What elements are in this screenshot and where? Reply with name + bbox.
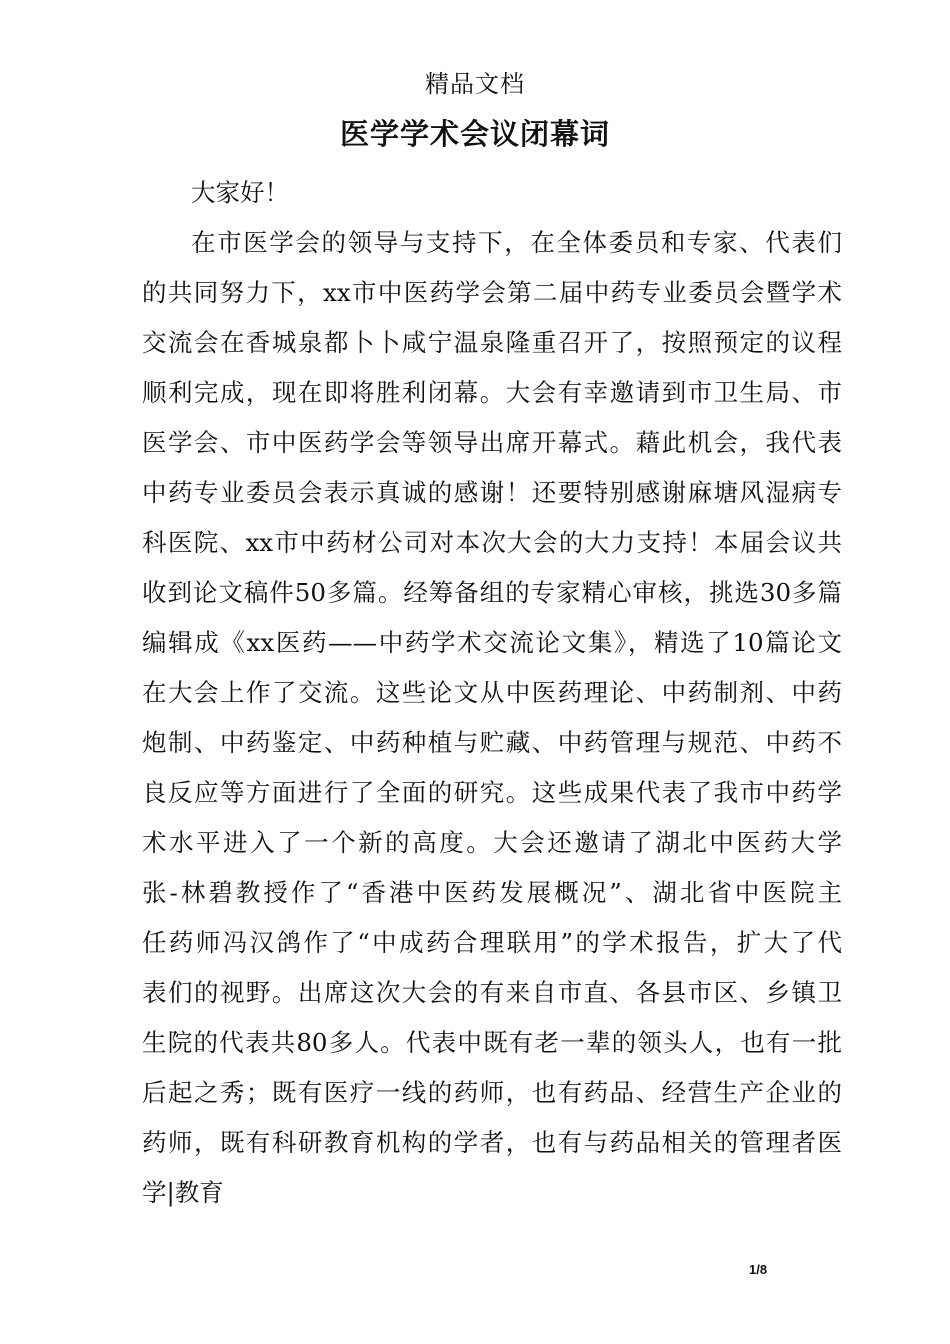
paragraph-line: 中药专业委员会表示真诚的感谢！还要特别感谢麻塘风湿病专 (142, 478, 842, 507)
paragraph-line: 医学会、市中医药学会等领导出席开幕式。藉此机会，我代表 (142, 428, 842, 457)
paragraph-line: 张-林碧教授作了“香港中医药发展概况”、湖北省中医院主 (142, 878, 842, 907)
paragraph-line: 药师，既有科研教育机构的学者，也有与药品相关的管理者医 (142, 1128, 842, 1157)
paragraph-line: 术水平进入了一个新的高度。大会还邀请了湖北中医药大学 (142, 828, 842, 857)
document-header: 精品文档 (425, 70, 525, 98)
paragraph-line: 顺利完成，现在即将胜利闭幕。大会有幸邀请到市卫生局、市 (142, 378, 842, 407)
document-title: 医学学术会议闭幕词 (339, 117, 610, 151)
paragraph-line: 收到论文稿件50多篇。经筹备组的专家精心审核，挑选30多篇 (142, 578, 842, 607)
document-body (142, 168, 842, 1218)
paragraph-line: 后起之秀；既有医疗一线的药师，也有药品、经营生产企业的 (142, 1078, 842, 1107)
paragraph-line: 编辑成《xx医药——中药学术交流论文集》，精选了10篇论文 (142, 628, 842, 657)
paragraph-line: 表们的视野。出席这次大会的有来自市直、各县市区、乡镇卫 (142, 978, 842, 1007)
paragraph-line: 生院的代表共80多人。代表中既有老一辈的领头人，也有一批 (142, 1028, 842, 1057)
paragraph-line: 在市医学会的领导与支持下，在全体委员和专家、代表们 (191, 228, 842, 257)
paragraph-line: 炮制、中药鉴定、中药种植与贮藏、中药管理与规范、中药不 (142, 728, 842, 757)
paragraph-line: 的共同努力下，xx市中医药学会第二届中药专业委员会暨学术 (142, 278, 842, 307)
page-number: 1/8 (749, 1262, 768, 1277)
paragraph-line: 任药师冯汉鸽作了“中成药合理联用”的学术报告，扩大了代 (142, 928, 842, 957)
paragraph-line: 良反应等方面进行了全面的研究。这些成果代表了我市中药学 (142, 778, 842, 807)
paragraph-line: 学|教育 (142, 1178, 224, 1207)
paragraph-line: 在大会上作了交流。这些论文从中医药理论、中药制剂、中药 (142, 678, 842, 707)
paragraph-line: 交流会在香城泉都卜卜咸宁温泉隆重召开了，按照预定的议程 (142, 328, 842, 357)
greeting-line: 大家好！ (191, 178, 289, 207)
paragraph-line: 科医院、xx市中药材公司对本次大会的大力支持！本届会议共 (142, 528, 842, 557)
